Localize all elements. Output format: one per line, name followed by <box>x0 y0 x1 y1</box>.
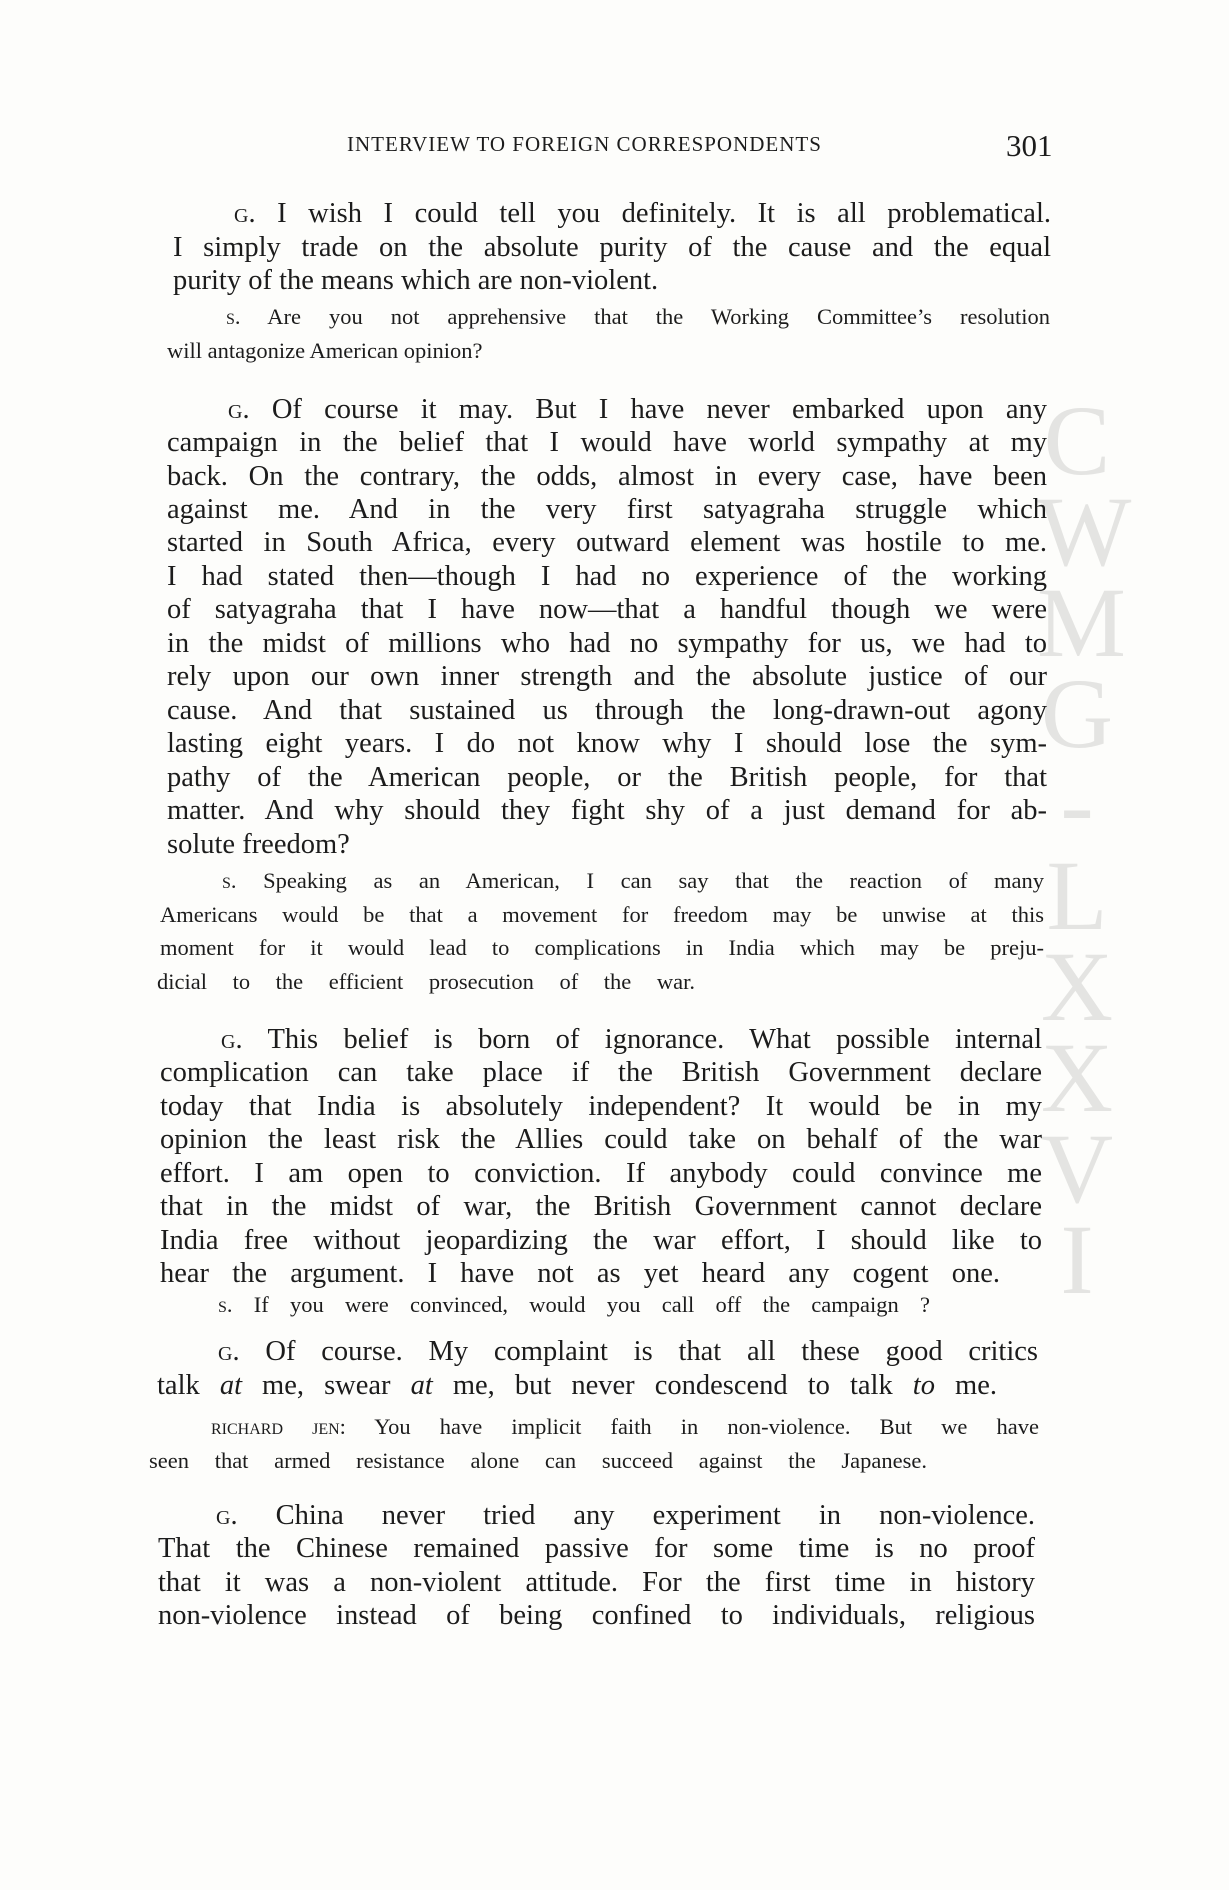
text-line <box>216 1500 1035 1532</box>
line-text: back. On the contrary, the odds, almost in every case, have been <box>167 461 1047 492</box>
line-text: talk at me, swear at me, but never condescend to talk to me. <box>157 1370 997 1401</box>
text-line <box>218 1292 930 1318</box>
line-text: opinion the least risk the Allies could take on behalf of the war <box>160 1124 1042 1155</box>
line-text: of satyagraha that I have now—that a handful though we were <box>167 594 1047 625</box>
running-header: INTERVIEW TO FOREIGN CORRESPONDENTS <box>347 132 822 156</box>
text-line <box>158 1600 1035 1632</box>
watermark-char: M <box>1037 567 1126 678</box>
line-text: pathy of the American people, or the British people, for that <box>167 762 1047 793</box>
line-text: will antagonize American opinion? <box>167 338 483 363</box>
line-text: hear the argument. I have not as yet heard any cogent one. <box>160 1258 1000 1289</box>
watermark-char: I <box>1060 1204 1094 1315</box>
text-line <box>173 232 1051 264</box>
line-text: Are you not apprehensive that the Working Committee’s resolution <box>267 304 1050 329</box>
line-text: rely upon our own inner strength and the absolute justice of our <box>167 661 1047 692</box>
page-number: 301 <box>1006 128 1053 163</box>
text-line <box>167 338 566 364</box>
text-line <box>226 304 1050 330</box>
line-text: dicial to the efficient prosecution of the war. <box>157 969 695 994</box>
line-text: If you were convinced, would you call off the campaign ? <box>253 1292 931 1317</box>
text-line <box>167 561 1047 593</box>
line-text: cause. And that sustained us through the long-drawn-out agony <box>167 695 1047 726</box>
line-text: Americans would be that a movement for freedom may be unwise at this <box>160 902 1044 927</box>
speaker-label: s. <box>222 868 237 893</box>
speaker-label: g. <box>218 1336 240 1367</box>
text-line <box>167 661 1047 693</box>
line-text: today that India is absolutely independent? It would be in my <box>160 1091 1042 1122</box>
line-text: lasting eight years. I do not know why I should lose the sym- <box>167 728 1047 759</box>
text-line <box>160 902 1044 928</box>
watermark-char: G <box>1040 658 1114 769</box>
text-line <box>160 935 1044 961</box>
line-text: started in South Africa, every outward element was hostile to me. <box>167 527 1047 558</box>
speaker-label: s. <box>226 304 241 329</box>
line-text: campaign in the belief that I would have world sympathy at my <box>167 427 1047 458</box>
line-text: You have implicit faith in non-violence. But we have <box>374 1414 1039 1439</box>
text-line <box>167 695 1047 727</box>
line-text: matter. And why should they fight shy of a just demand for ab- <box>167 795 1047 826</box>
speaker-label: s. <box>218 1292 233 1317</box>
text-line <box>211 1414 1039 1440</box>
text-line <box>167 795 1047 827</box>
text-line <box>167 427 1047 459</box>
line-text: That the Chinese remained passive for some time is no proof <box>158 1533 1035 1564</box>
text-line <box>218 1336 1038 1368</box>
line-text: against me. And in the very first satyagraha struggle which <box>167 494 1047 525</box>
line-text: complication can take place if the British Government declare <box>160 1057 1042 1088</box>
line-text: I wish I could tell you definitely. It is all problematical. <box>277 198 1051 229</box>
text-line <box>160 1258 1000 1290</box>
line-text: I had stated then—though I had no experience of the working <box>167 561 1047 592</box>
watermark-char: W <box>1037 476 1132 587</box>
text-line <box>234 198 1051 230</box>
text-line <box>173 265 659 297</box>
line-text: purity of the means which are non-violent. <box>173 265 659 296</box>
line-text: solute freedom? <box>167 829 350 860</box>
speaker-label: g. <box>216 1500 238 1531</box>
text-line <box>222 868 1044 894</box>
line-text: that in the midst of war, the British Government cannot declare <box>160 1191 1042 1222</box>
line-text: Speaking as an American, I can say that the reaction of many <box>263 868 1045 893</box>
line-text: China never tried any experiment in non-violence. <box>275 1500 1035 1531</box>
text-line <box>167 494 1047 526</box>
watermark-char: X <box>1040 1022 1114 1133</box>
text-line <box>160 1225 1042 1257</box>
text-line <box>160 1191 1042 1223</box>
speaker-label: g. <box>234 198 256 229</box>
text-line <box>158 1567 1035 1599</box>
watermark <box>1037 385 1132 1315</box>
line-text: India free without jeopardizing the war effort, I should like to <box>160 1225 1042 1256</box>
watermark-char: - <box>1060 749 1094 860</box>
line-text: I simply trade on the absolute purity of the cause and the equal <box>173 232 1051 263</box>
text-line <box>158 1533 1035 1565</box>
line-text: moment for it would lead to complications in India which may be preju- <box>160 935 1044 960</box>
line-text: Of course. My complaint is that all these good critics <box>265 1336 1039 1367</box>
text-line <box>167 461 1047 493</box>
text-line <box>160 1091 1042 1123</box>
line-text: Of course it may. But I have never embarked upon any <box>271 394 1047 425</box>
line-text: non-violence instead of being confined to individuals, religious <box>158 1600 1035 1631</box>
text-line <box>221 1024 1042 1056</box>
text-line <box>167 829 372 861</box>
watermark-char: C <box>1043 385 1111 496</box>
text-line <box>160 1124 1042 1156</box>
text-line <box>167 527 1047 559</box>
text-line <box>167 762 1047 794</box>
speaker-label: richard jen: <box>211 1414 346 1439</box>
text-line <box>167 628 1047 660</box>
text-line <box>228 394 1047 426</box>
line-text: that it was a non-violent attitude. For the first time in history <box>158 1567 1035 1598</box>
line-text: seen that armed resistance alone can succeed against the Japanese. <box>149 1448 927 1473</box>
text-line <box>160 1158 1042 1190</box>
text-line <box>149 1448 927 1474</box>
line-text: in the midst of millions who had no sympathy for us, we had to <box>167 628 1047 659</box>
line-text: effort. I am open to conviction. If anybody could convince me <box>160 1158 1042 1189</box>
text-line <box>157 1370 997 1402</box>
text-line <box>167 728 1047 760</box>
speaker-label: g. <box>221 1024 243 1055</box>
watermark-char: L <box>1046 840 1108 951</box>
text-line <box>157 969 695 995</box>
text-line <box>160 1057 1042 1089</box>
line-text: This belief is born of ignorance. What possible internal <box>267 1024 1042 1055</box>
text-line <box>167 594 1047 626</box>
watermark-char: X <box>1040 931 1114 1042</box>
speaker-label: g. <box>228 394 250 425</box>
watermark-char: V <box>1040 1113 1114 1224</box>
